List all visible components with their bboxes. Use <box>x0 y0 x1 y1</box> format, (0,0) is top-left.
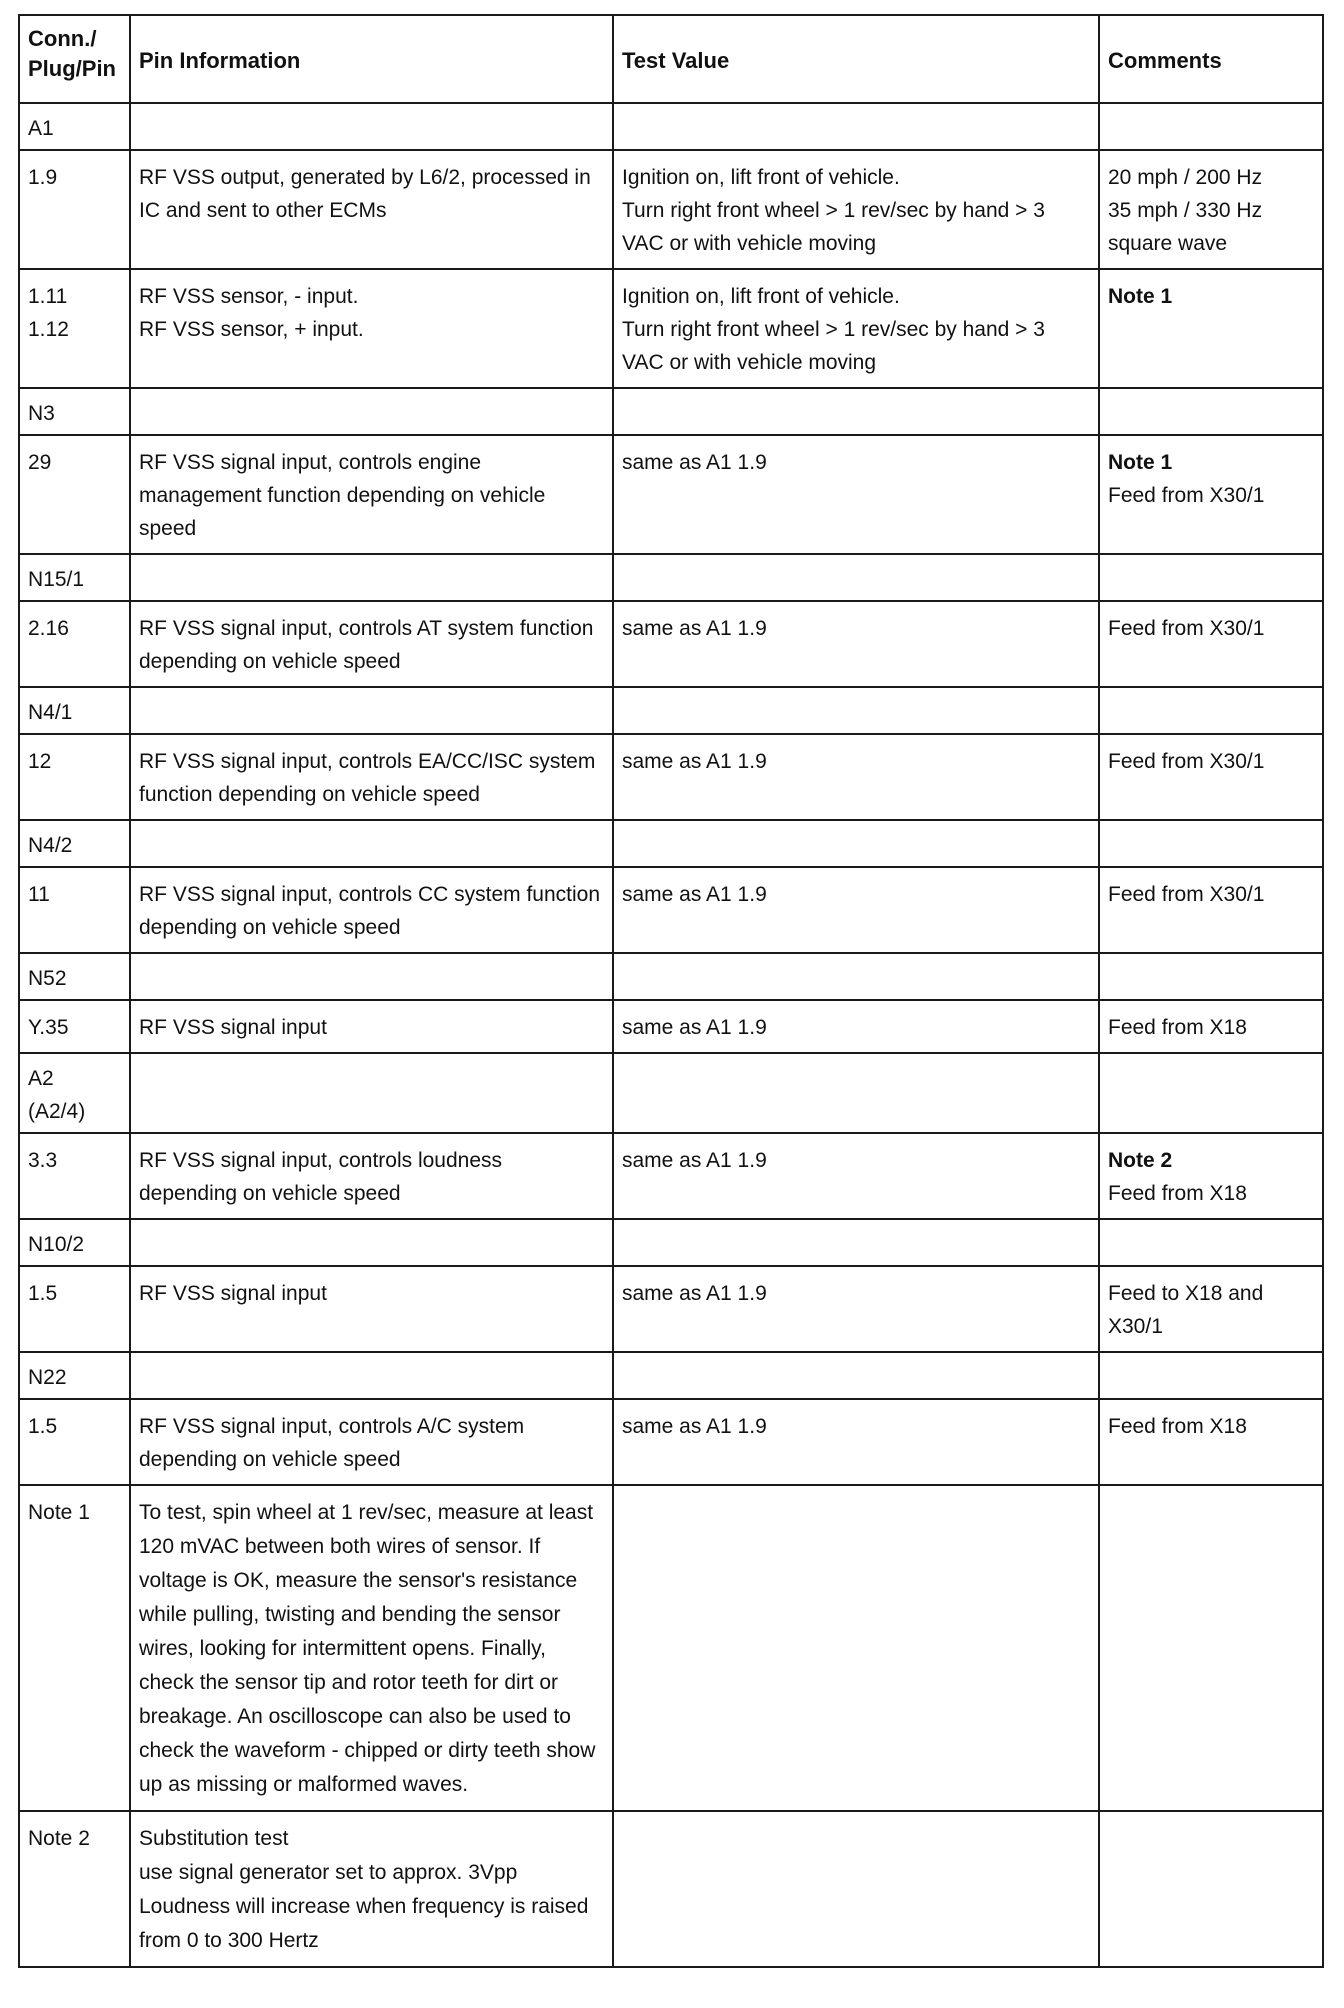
conn-cell: 1.5 <box>19 1399 130 1485</box>
note-text: To test, spin wheel at 1 rev/sec, measure at least 120 mVAC between both wires of sensor. If voltage is OK, measure the sensor's resistance while pulling, twisting and bending the sensor wires, looking for intermittent opens. Finally, check the sensor tip and rotor teeth for dirt or breakage. An oscilloscope can also be used to check the waveform - chipped or dirty teeth show up as missing or malformed waves. <box>130 1485 613 1811</box>
test-value-cell: same as A1 1.9 <box>613 867 1099 953</box>
test-value-cell: same as A1 1.9 <box>613 1133 1099 1219</box>
table-row <box>19 1399 1323 1485</box>
table-row <box>19 601 1323 687</box>
test-value-cell: Ignition on, lift front of vehicle. Turn right front wheel > 1 rev/sec by hand > 3 VAC or with vehicle moving <box>613 269 1099 388</box>
comments-cell: Note 1 Feed from X30/1 <box>1099 435 1323 554</box>
test-value-cell: same as A1 1.9 <box>613 601 1099 687</box>
note-label: Note 2 <box>19 1811 130 1967</box>
pin-info-cell: RF VSS sensor, - input. RF VSS sensor, + input. <box>130 269 613 388</box>
test-value-cell: same as A1 1.9 <box>613 1000 1099 1053</box>
component-group-row <box>19 1352 1323 1399</box>
pin-info-cell: RF VSS signal input, controls CC system function depending on vehicle speed <box>130 867 613 953</box>
component-group-row <box>19 554 1323 601</box>
conn-cell: N15/1 <box>19 554 130 601</box>
comments-cell: Feed from X30/1 <box>1099 867 1323 953</box>
note-reference: Note 1 <box>1108 451 1173 474</box>
test-value-cell: same as A1 1.9 <box>613 734 1099 820</box>
note-reference: Note 1 <box>1108 285 1173 308</box>
conn-cell: 2.16 <box>19 601 130 687</box>
component-group-row <box>19 1053 1323 1133</box>
pin-info-cell: RF VSS signal input, controls engine management function depending on vehicle speed <box>130 435 613 554</box>
conn-cell: 1.9 <box>19 150 130 269</box>
pin-info-cell: RF VSS output, generated by L6/2, processed in IC and sent to other ECMs <box>130 150 613 269</box>
component-group-row <box>19 820 1323 867</box>
comments-cell: Feed from X30/1 <box>1099 734 1323 820</box>
table-row <box>19 1000 1323 1053</box>
conn-cell: N22 <box>19 1352 130 1399</box>
table-row <box>19 867 1323 953</box>
table-row <box>19 734 1323 820</box>
component-group-row <box>19 953 1323 1000</box>
component-group-row <box>19 103 1323 150</box>
test-value-cell: same as A1 1.9 <box>613 1399 1099 1485</box>
conn-cell: 12 <box>19 734 130 820</box>
component-group-row <box>19 687 1323 734</box>
pin-test-table <box>18 14 1324 1968</box>
table-row <box>19 150 1323 269</box>
conn-cell: N4/2 <box>19 820 130 867</box>
conn-cell: 11 <box>19 867 130 953</box>
table-row <box>19 1133 1323 1219</box>
note-text: Substitution test use signal generator set to approx. 3Vpp Loudness will increase when frequency is raised from 0 to 300 Hertz <box>130 1811 613 1967</box>
conn-cell: Y.35 <box>19 1000 130 1053</box>
conn-cell: N3 <box>19 388 130 435</box>
conn-cell: N4/1 <box>19 687 130 734</box>
conn-cell: A2 (A2/4) <box>19 1053 130 1133</box>
comments-cell: Feed from X18 <box>1099 1399 1323 1485</box>
table-row <box>19 1266 1323 1352</box>
note-label: Note 1 <box>19 1485 130 1811</box>
header-pin-information: Pin Information <box>130 15 613 103</box>
pin-info-cell: RF VSS signal input, controls A/C system depending on vehicle speed <box>130 1399 613 1485</box>
table-row <box>19 435 1323 554</box>
pin-info-cell: RF VSS signal input <box>130 1266 613 1352</box>
table-header-row <box>19 15 1323 103</box>
conn-cell: A1 <box>19 103 130 150</box>
pin-info-cell: RF VSS signal input, controls loudness depending on vehicle speed <box>130 1133 613 1219</box>
header-test-value: Test Value <box>613 15 1099 103</box>
document-page <box>18 14 1322 1968</box>
comments-cell: 20 mph / 200 Hz 35 mph / 330 Hz square wave <box>1099 150 1323 269</box>
conn-cell: 1.5 <box>19 1266 130 1352</box>
conn-cell: 29 <box>19 435 130 554</box>
note-reference: Note 2 <box>1108 1149 1173 1172</box>
comments-cell <box>1099 269 1323 388</box>
component-group-row <box>19 388 1323 435</box>
comments-cell: Feed from X30/1 <box>1099 601 1323 687</box>
component-group-row <box>19 1219 1323 1266</box>
header-conn-plug-pin: Conn./ Plug/Pin <box>19 15 130 103</box>
test-value-cell: Ignition on, lift front of vehicle. Turn right front wheel > 1 rev/sec by hand > 3 VAC or with vehicle moving <box>613 150 1099 269</box>
conn-cell: 3.3 <box>19 1133 130 1219</box>
conn-cell: 1.11 1.12 <box>19 269 130 388</box>
comments-cell: Feed to X18 and X30/1 <box>1099 1266 1323 1352</box>
conn-cell: N52 <box>19 953 130 1000</box>
note-row <box>19 1811 1323 1967</box>
pin-info-cell: RF VSS signal input, controls EA/CC/ISC system function depending on vehicle speed <box>130 734 613 820</box>
pin-info-cell: RF VSS signal input, controls AT system function depending on vehicle speed <box>130 601 613 687</box>
test-value-cell: same as A1 1.9 <box>613 1266 1099 1352</box>
header-comments: Comments <box>1099 15 1323 103</box>
comments-cell: Note 2 Feed from X18 <box>1099 1133 1323 1219</box>
test-value-cell: same as A1 1.9 <box>613 435 1099 554</box>
note-row <box>19 1485 1323 1811</box>
comments-cell: Feed from X18 <box>1099 1000 1323 1053</box>
table-row <box>19 269 1323 388</box>
pin-info-cell: RF VSS signal input <box>130 1000 613 1053</box>
conn-cell: N10/2 <box>19 1219 130 1266</box>
